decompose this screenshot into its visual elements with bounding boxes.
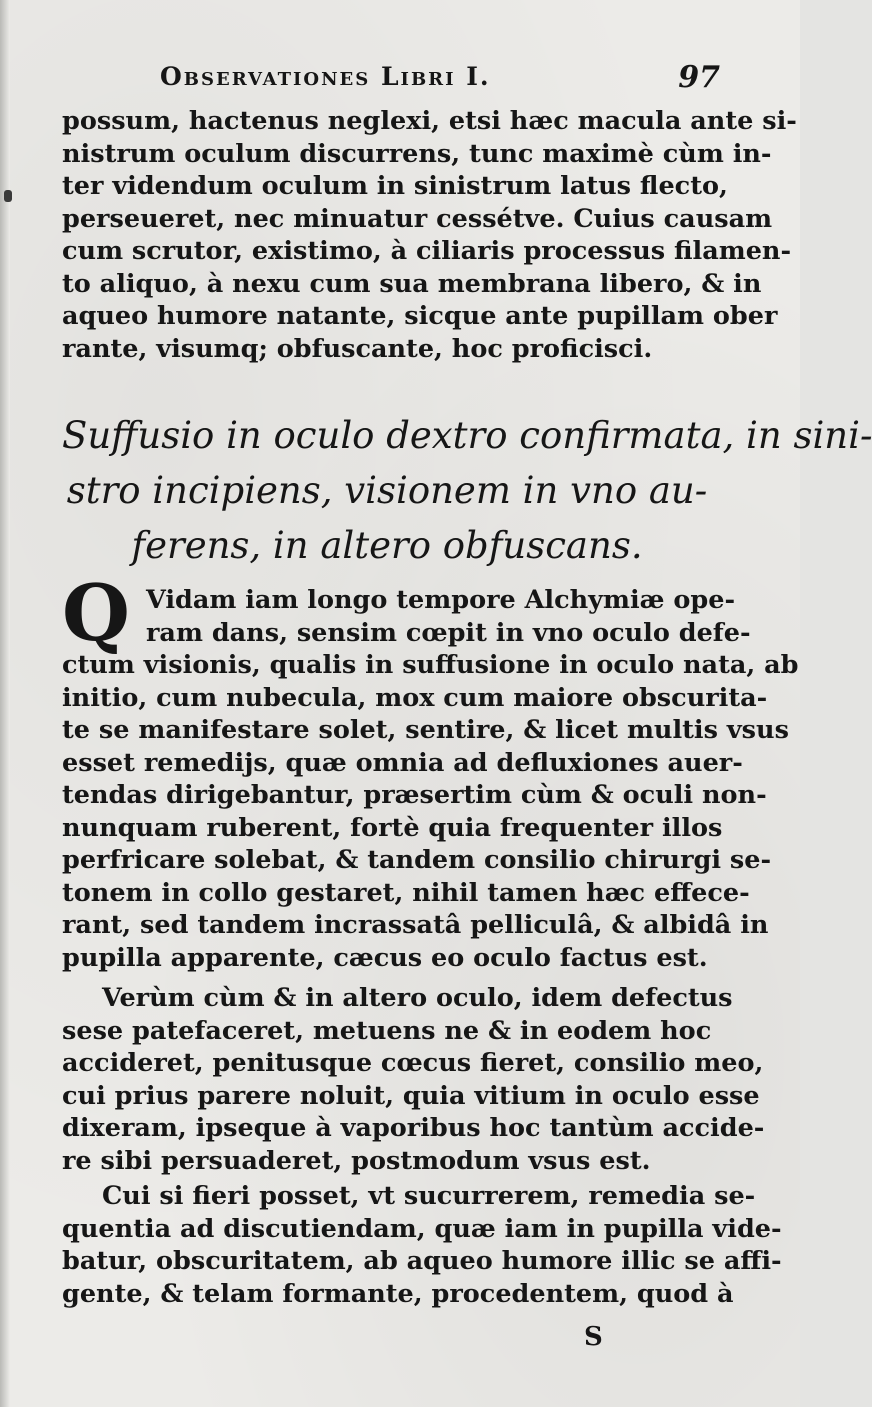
text-line: batur, obscuritatem, ab aqueo humore illic se affi- — [62, 1246, 782, 1276]
text-line: ter videndum oculum in sinistrum latus flecto, — [62, 171, 728, 201]
page-number: 97 — [678, 60, 720, 95]
margin-ink-blot — [4, 190, 12, 202]
running-head: Observationes Libri I. — [160, 62, 491, 91]
text-line: cum scrutor, existimo, à ciliaris processus filamen- — [62, 236, 792, 266]
section-heading — [62, 408, 872, 573]
text-line: Verùm cùm & in altero oculo, idem defectus — [102, 983, 733, 1013]
text-line: possum, hactenus neglexi, etsi hæc macula ante si- — [62, 106, 797, 136]
page-gutter-shadow — [0, 0, 10, 1407]
catchword: S — [584, 1322, 603, 1352]
text-line: sese patefaceret, metuens ne & in eodem hoc — [62, 1015, 712, 1046]
text-line: nistrum oculum discurrens, tunc maximè cùm in- — [62, 138, 772, 169]
text-line: tendas dirigebantur, præsertim cùm & oculi non- — [62, 780, 767, 810]
text-line: te se manifestare solet, sentire, & licet multis vsus — [62, 715, 789, 745]
drop-capital-letter: Q — [62, 568, 130, 659]
text-line: ram dans, sensim cœpit in vno oculo defe- — [146, 617, 751, 648]
paragraph-1 — [62, 105, 797, 365]
text-line: rant, sed tandem incrassatâ pelliculâ, & albidâ in — [62, 910, 769, 940]
text-line: perseueret, nec minuatur cessétve. Cuius causam — [62, 203, 773, 234]
heading-line: ferens, in altero obfuscans. — [131, 524, 643, 567]
text-line: accideret, penitusque cœcus fieret, consilio meo, — [62, 1048, 764, 1078]
text-line: tonem in collo gestaret, nihil tamen hæc effece- — [62, 877, 750, 908]
text-line: ctum visionis, qualis in suffusione in oculo nata, ab — [62, 650, 799, 680]
text-line: dixeram, ipseque à vaporibus hoc tantùm accide- — [62, 1113, 765, 1143]
text-line: to aliquo, à nexu cum sua membrana libero, & in — [62, 268, 762, 299]
heading-line: Suffusio in oculo dextro confirmata, in sini- — [62, 414, 872, 457]
heading-line: stro incipiens, visionem in vno au- — [66, 469, 708, 512]
text-line: nunquam ruberent, fortè quia frequenter illos — [62, 812, 723, 843]
text-line: gente, & telam formante, procedentem, quod à — [62, 1278, 734, 1309]
page-header — [160, 62, 720, 102]
paragraph-3 — [62, 982, 765, 1177]
text-line: re sibi persuaderet, postmodum vsus est. — [62, 1145, 651, 1176]
text-line: quentia ad discutiendam, quæ iam in pupilla vide- — [62, 1213, 782, 1244]
text-line: pupilla apparente, cæcus eo oculo factus est. — [62, 942, 708, 973]
paragraph-4 — [62, 1180, 782, 1310]
text-line: Cui si fieri posset, vt sucurrerem, remedia se- — [102, 1181, 756, 1211]
text-line: esset remedijs, quæ omnia ad defluxiones auer- — [62, 747, 743, 778]
text-line: Vidam iam longo tempore Alchymiæ ope- — [146, 585, 736, 615]
text-line: initio, cum nubecula, mox cum maiore obscurita- — [62, 682, 768, 713]
text-line: aqueo humore natante, sicque ante pupillam ober — [62, 301, 778, 331]
paragraph-2 — [62, 584, 799, 974]
text-line: cui prius parere noluit, quia vitium in oculo esse — [62, 1080, 760, 1111]
text-line: rante, visumq; obfuscante, hoc proficisci. — [62, 333, 653, 364]
text-line: perfricare solebat, & tandem consilio chirurgi se- — [62, 845, 772, 875]
